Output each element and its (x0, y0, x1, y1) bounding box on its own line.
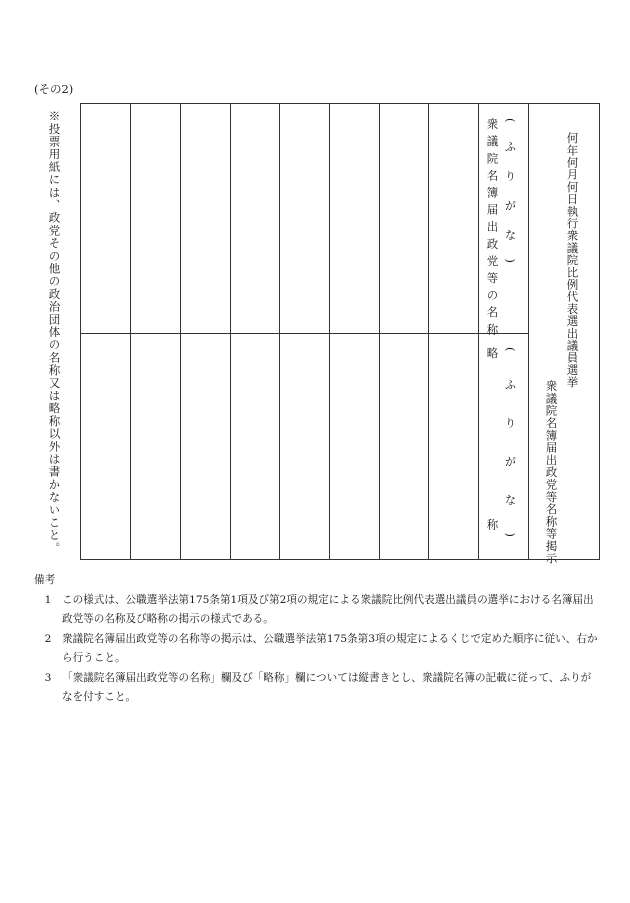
remark-number: 1 (44, 593, 52, 606)
column-divider (180, 104, 181, 559)
name-furigana: (ふりがな) (503, 118, 518, 281)
ballot-warning-note: ※投票用紙には、政党その他の政治団体の名称又は略称以外は書かないこと。 (47, 110, 62, 555)
abbr-label: 略称 (485, 347, 500, 690)
remark-item (34, 630, 600, 669)
election-title: 何年何月何日執行衆議院比例代表選出議員選挙 (565, 132, 580, 389)
column-divider (279, 104, 280, 559)
abbr-furigana: (ふりがな) (503, 347, 518, 564)
remark-text: この様式は、公職選挙法第175条第1項及び第2項の規定による衆議院比例代表選出議員の選挙における名簿届出政党等の名称及び略称の掲示の様式である。 (62, 593, 594, 625)
poster-title: 衆議院名簿届出政党等名称等掲示 (544, 380, 559, 565)
remark-number: 2 (44, 632, 52, 645)
title-cell (528, 104, 600, 565)
row-divider (81, 333, 528, 334)
column-divider (379, 104, 380, 559)
remarks-title: 備考 (34, 574, 56, 586)
remarks-section (34, 571, 600, 708)
column-divider (329, 104, 330, 559)
remark-text: 「衆議院名簿届出政党等の名称」欄及び「略称」欄については縦書きとし、衆議院名簿の記載に従って、ふりがなを付すこと。 (62, 671, 592, 703)
remark-text: 衆議院名簿届出政党等の名称等の掲示は、公職選挙法第175条第3項の規定によるくじで定めた順序に従い、右から行うこと。 (62, 632, 598, 664)
abbr-header-cell (478, 333, 528, 690)
remark-item (34, 591, 600, 630)
remark-item (34, 669, 600, 708)
name-header-cell (478, 104, 528, 341)
form-number: (その2) (34, 82, 74, 96)
name-label: 衆議院名簿届出政党等の名称 (485, 118, 500, 341)
remark-number: 3 (44, 671, 52, 684)
column-divider (230, 104, 231, 559)
column-divider (428, 104, 429, 559)
column-divider (130, 104, 131, 559)
